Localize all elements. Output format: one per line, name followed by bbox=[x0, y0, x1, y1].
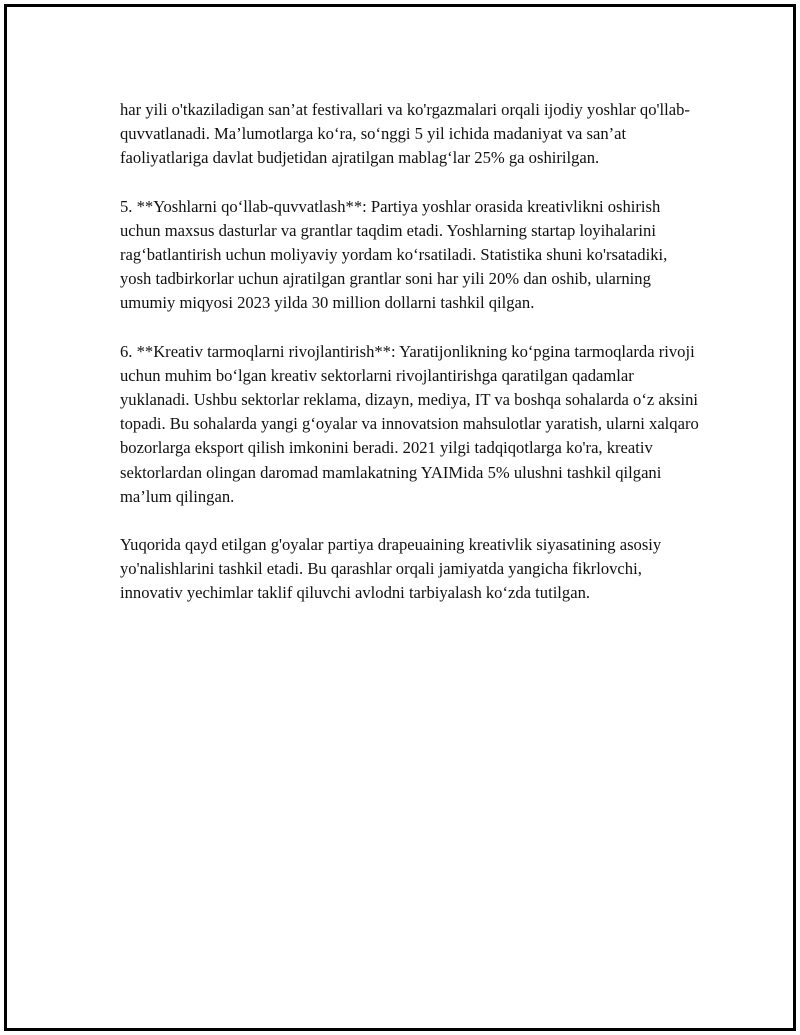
document-page bbox=[4, 4, 796, 1031]
paragraph-festivals: har yili o'tkaziladigan san’at festivallari va ko'rgazmalari orqali ijodiy yoshlar qo'llab-quvvatlanadi. Ma’lumotlarga ko‘ra, so‘nggi 5 yil ichida madaniyat va san’at faoliyatlariga davlat budjetidan ajratilgan mablag‘lar 25% ga oshirilgan. bbox=[120, 100, 690, 168]
paragraph-youth-support: 5. **Yoshlarni qo‘llab-quvvatlash**: Partiya yoshlar orasida kreativlikni oshirish uchun maxsus dasturlar va grantlar taqdim etadi. Yoshlarning startap loyihalarini rag‘batlantirish uchun moliyaviy yordam ko‘rsatiladi. Statistika shuni ko'rsatadiki, yosh tadbirkorlar uchun ajratilgan grantlar soni har yili 20% dan oshib, ularning umumiy miqyosi 2023 yilda 30 million dollarni tashkil qilgan. bbox=[120, 196, 668, 313]
paragraph-creative-networks: 6. **Kreativ tarmoqlarni rivojlantirish**: Yaratijonlikning ko‘pgina tarmoqlarda rivoji uchun muhim bo‘lgan kreativ sektorlarni rivojlantirishga qaratilgan qadamlar yuklanadi. Ushbu sektorlar reklama, dizayn, mediya, IT va boshqa sohalarda o‘z aksini topadi. Bu sohalarda yangi g‘oyalar va innovatsion mahsulotlar yaratish, ularni xalqaro bozorlarga eksport qilish imkonini beradi. 2021 yilgi tadqiqotlarga ko'ra, kreativ sektorlardan olingan daromad mamlakatning YAIMida 5% ulushni tashkil qilgani ma’lum qilingan. bbox=[120, 341, 699, 506]
document-body bbox=[120, 98, 700, 630]
paragraph-conclusion: Yuqorida qayd etilgan g'oyalar partiya drapeuaining kreativlik siyasatining asosiy yo'nalishlarini tashkil etadi. Bu qarashlar orqali jamiyatda yangicha fikrlovchi, innovativ yechimlar taklif qiluvchi avlodni tarbiyalash ko‘zda tutilgan. bbox=[120, 535, 662, 603]
